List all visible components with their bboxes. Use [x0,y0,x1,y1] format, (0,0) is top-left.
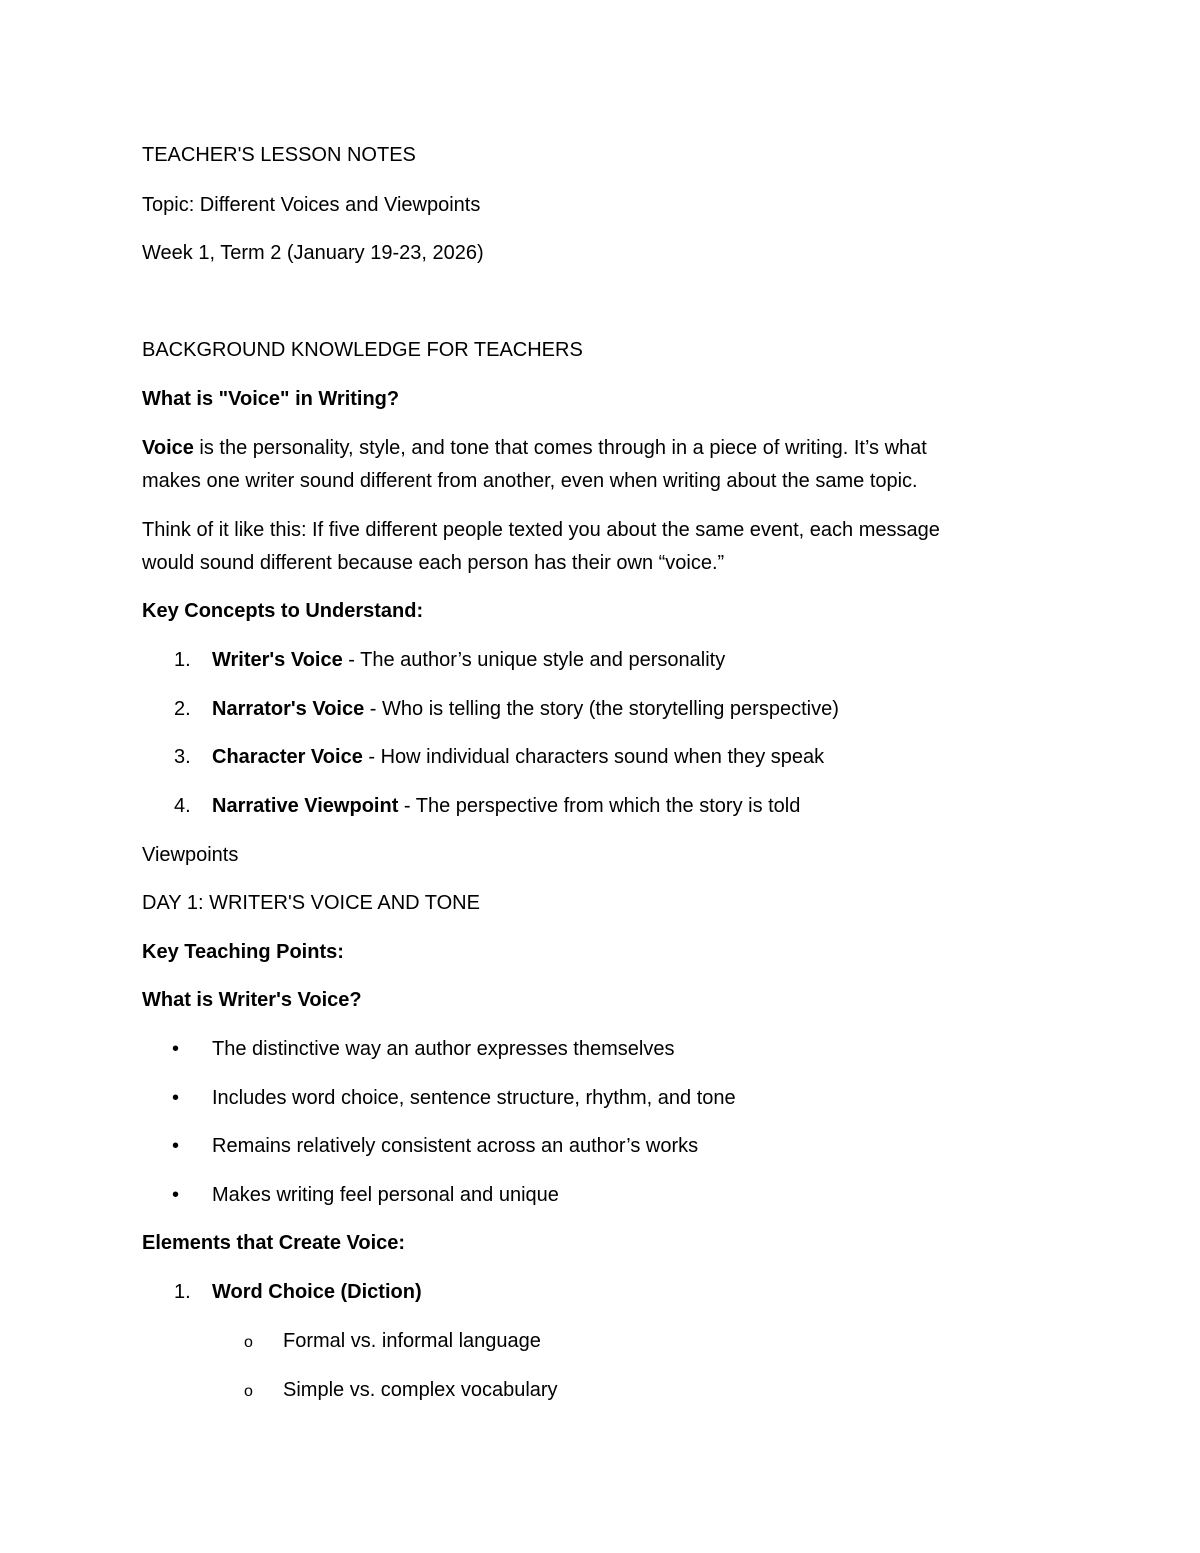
voice-definition-line-2: makes one writer sound different from another, even when writing about the same topic. [142,470,918,492]
elements-heading: Elements that Create Voice: [142,1232,406,1254]
week-line: Week 1, Term 2 (January 19-23, 2026) [142,242,484,264]
key-concepts-heading: Key Concepts to Understand: [142,600,424,622]
document-title: TEACHER'S LESSON NOTES [142,144,416,166]
sub-bullet-glyph: o [244,1334,253,1351]
concept-term: Narrative Viewpoint [212,795,399,817]
analogy-line-2: would sound different because each person has their own “voice.” [142,552,725,574]
sub-list-item: Formal vs. informal language [283,1330,541,1352]
list-item [212,648,725,672]
key-teaching-points-heading: Key Teaching Points: [142,941,344,963]
list-number: 3. [174,746,191,768]
bullet-glyph: • [172,1038,180,1060]
sub-bullet-glyph: o [244,1383,253,1400]
list-number: 1. [174,1281,191,1303]
bullet-glyph: • [172,1135,180,1157]
concept-desc: - Who is telling the story (the storytelling perspective) [364,698,839,720]
list-item: Makes writing feel personal and unique [212,1184,559,1206]
analogy-line-1: Think of it like this: If five different people texted you about the same event, each message [142,519,940,541]
concept-desc: - How individual characters sound when they speak [362,746,825,768]
list-item [212,745,824,769]
list-item: Includes word choice, sentence structure, rhythm, and tone [212,1087,736,1109]
voice-definition-text: is the personality, style, and tone that comes through in a piece of writing. It’s what [193,437,927,459]
viewpoints-text: Viewpoints [142,844,239,866]
list-item: The distinctive way an author expresses themselves [212,1038,675,1060]
what-is-writers-voice-heading: What is Writer's Voice? [142,989,362,1011]
concept-term: Narrator's Voice [212,698,365,720]
bullet-glyph: • [172,1184,180,1206]
list-number: 1. [174,649,191,671]
voice-term: Voice [142,437,194,459]
concept-desc: - The perspective from which the story is told [398,795,801,817]
list-item [212,697,839,721]
sub-list-item: Simple vs. complex vocabulary [283,1379,558,1401]
topic-line: Topic: Different Voices and Viewpoints [142,194,481,216]
bullet-glyph: • [172,1087,180,1109]
concept-term: Character Voice [212,746,363,768]
list-number: 4. [174,795,191,817]
concept-term: Writer's Voice [212,649,343,671]
list-item [212,794,800,818]
concept-desc: - The author’s unique style and personality [342,649,726,671]
day1-heading: DAY 1: WRITER'S VOICE AND TONE [142,892,480,914]
voice-definition-line-1 [142,436,927,460]
list-item: Word Choice (Diction) [212,1281,422,1303]
list-item: Remains relatively consistent across an author’s works [212,1135,699,1157]
background-heading: BACKGROUND KNOWLEDGE FOR TEACHERS [142,339,583,361]
list-number: 2. [174,698,191,720]
voice-question-heading: What is "Voice" in Writing? [142,388,400,410]
